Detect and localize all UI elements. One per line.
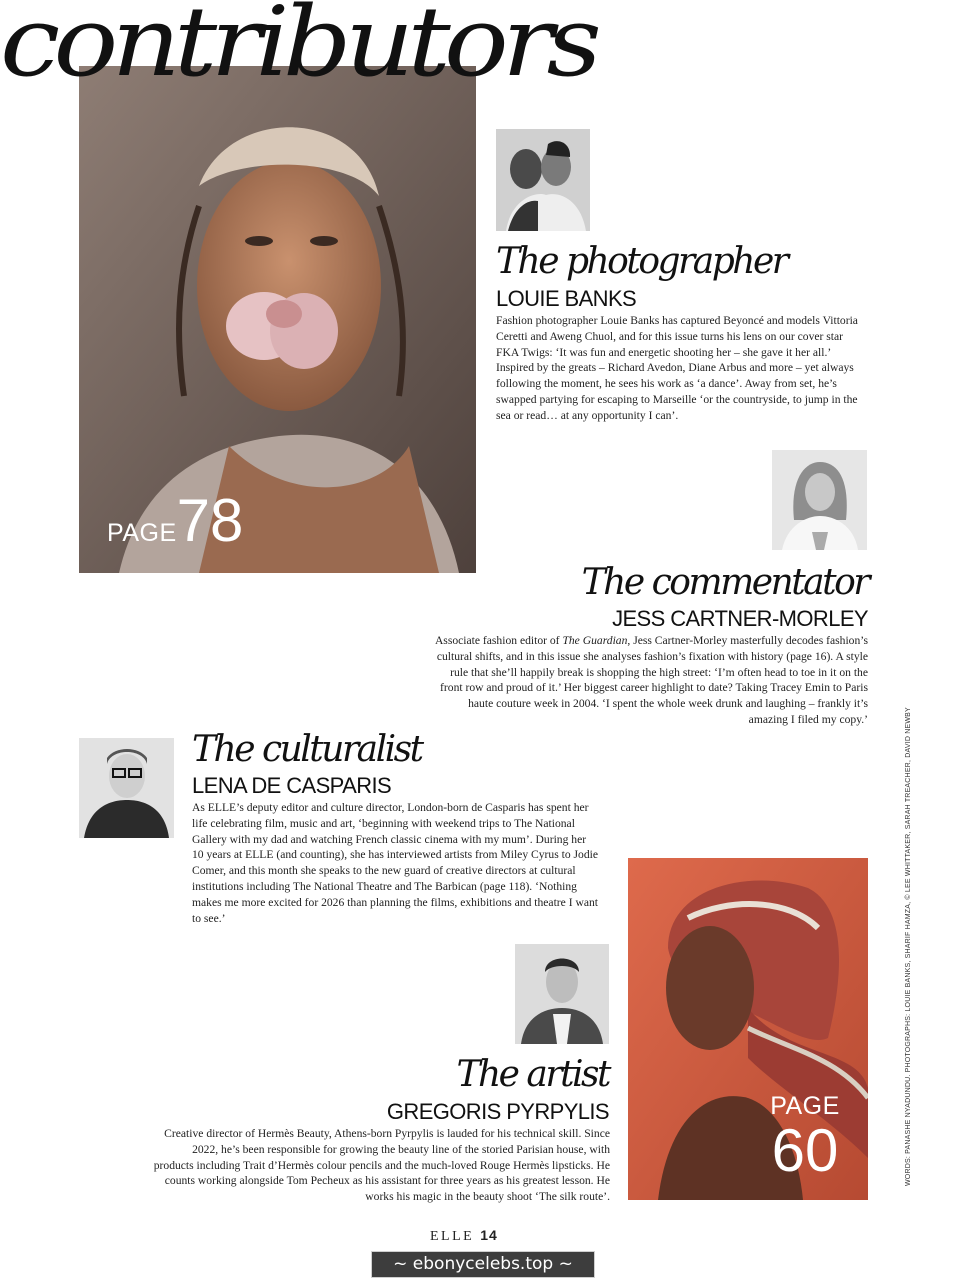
page-word: PAGE (770, 1092, 840, 1120)
page-number: 14 (480, 1227, 498, 1243)
photographer-bio: Fashion photographer Louie Banks has captured Beyoncé and models Vittoria Ceretti and Aweng Chuol, and for this issue turns his lens on our cover star FKA Twigs: ‘It was fun and energetic shooting her – she gave it her all.’ Inspired by the greats – Richard Avedon, Diane Arbus and more – yet always following the moment, he sees his work as ‘a dance’. Away from set, he’s swapped partying for escaping to Marseille ‘or the countryside, to jump in the sea or read… at any opportunity I can’. (496, 314, 858, 422)
commentator-headshot (772, 450, 867, 550)
artist-bio: Creative director of Hermès Beauty, Athens-born Pyrpylis is lauded for his technical skill. Since 2022, he’s been responsible for growing the beauty line of the storied Parisian house, with products including Trait d’Hermès colour pencils and the much-loved Rouge Hermès lipsticks. He counts working alongside Tom Pecheux as his assistant for three years as his greatest lesson. He works his magic in the beauty shoot ‘The silk route’. (153, 1127, 610, 1204)
culturalist-role: The culturalist (192, 729, 422, 770)
page-number: 78 (176, 487, 244, 554)
culturalist-headshot (79, 738, 174, 838)
magazine-name: ELLE (430, 1229, 475, 1244)
commentator-bio: Associate fashion editor of The Guardian, Jess Cartner-Morley masterfully decodes fashion’s cultural shifts, and in this issue she analyses fashion’s fixation with history (page 16). A style rule that she’ll happily break is shopping the high street: ‘I’m often head to toe in it on the front row and proud of it.’ Her biggest career highlight to date? Taking Tracey Emin to Paris haute couture week in 2004. ‘I spent the whole week drunk and laughing – frankly it’s amazing I filed my copy.’ (434, 634, 868, 726)
page-headline: contributors (0, 0, 596, 98)
artist-name: GREGORIS PYRPYLIS (386, 1099, 609, 1124)
photographer-name: LOUIE BANKS (496, 286, 637, 311)
folio (430, 1227, 498, 1245)
photo-credits: WORDS: PANASHE NYADUNDU. PHOTOGRAPHS: LOUIE BANKS, SHARIF HAMZA, © LEE WHITTAKER, SARAH TREACHER, DAVID NEWBY (905, 707, 912, 1186)
artist-headshot (515, 944, 609, 1044)
page-word: PAGE (107, 519, 177, 547)
culturalist-bio: As ELLE’s deputy editor and culture director, London-born de Casparis has spent her life celebrating film, music and art, ‘beginning with weekend trips to The National Gallery with my dad and watching French classic cinema with my mum’. During her 10 years at ELLE (and counting), she has interviewed artists from Miley Cyrus to Jodie Comer, and this month she speaks to the new guard of creative directors at cultural institutions including The National Theatre and The Barbican (page 118). ‘Nothing makes me more excited for 2026 than planning the films, exhibitions and theatre I want to see.’ (192, 801, 599, 925)
page-number: 60 (771, 1117, 839, 1184)
commentator-name: JESS CARTNER-MORLEY (612, 606, 868, 631)
feature-page-marker (770, 1092, 840, 1184)
artist-role: The artist (456, 1054, 609, 1095)
watermark: ~ ebonycelebs.top ~ (371, 1251, 595, 1278)
photographer-headshot (496, 129, 590, 231)
culturalist-name: LENA DE CASPARIS (192, 773, 392, 798)
publication-title: The Guardian (562, 634, 628, 647)
photographer-role: The photographer (496, 241, 787, 282)
cover-page-marker (107, 487, 244, 554)
commentator-role: The commentator (581, 562, 868, 603)
